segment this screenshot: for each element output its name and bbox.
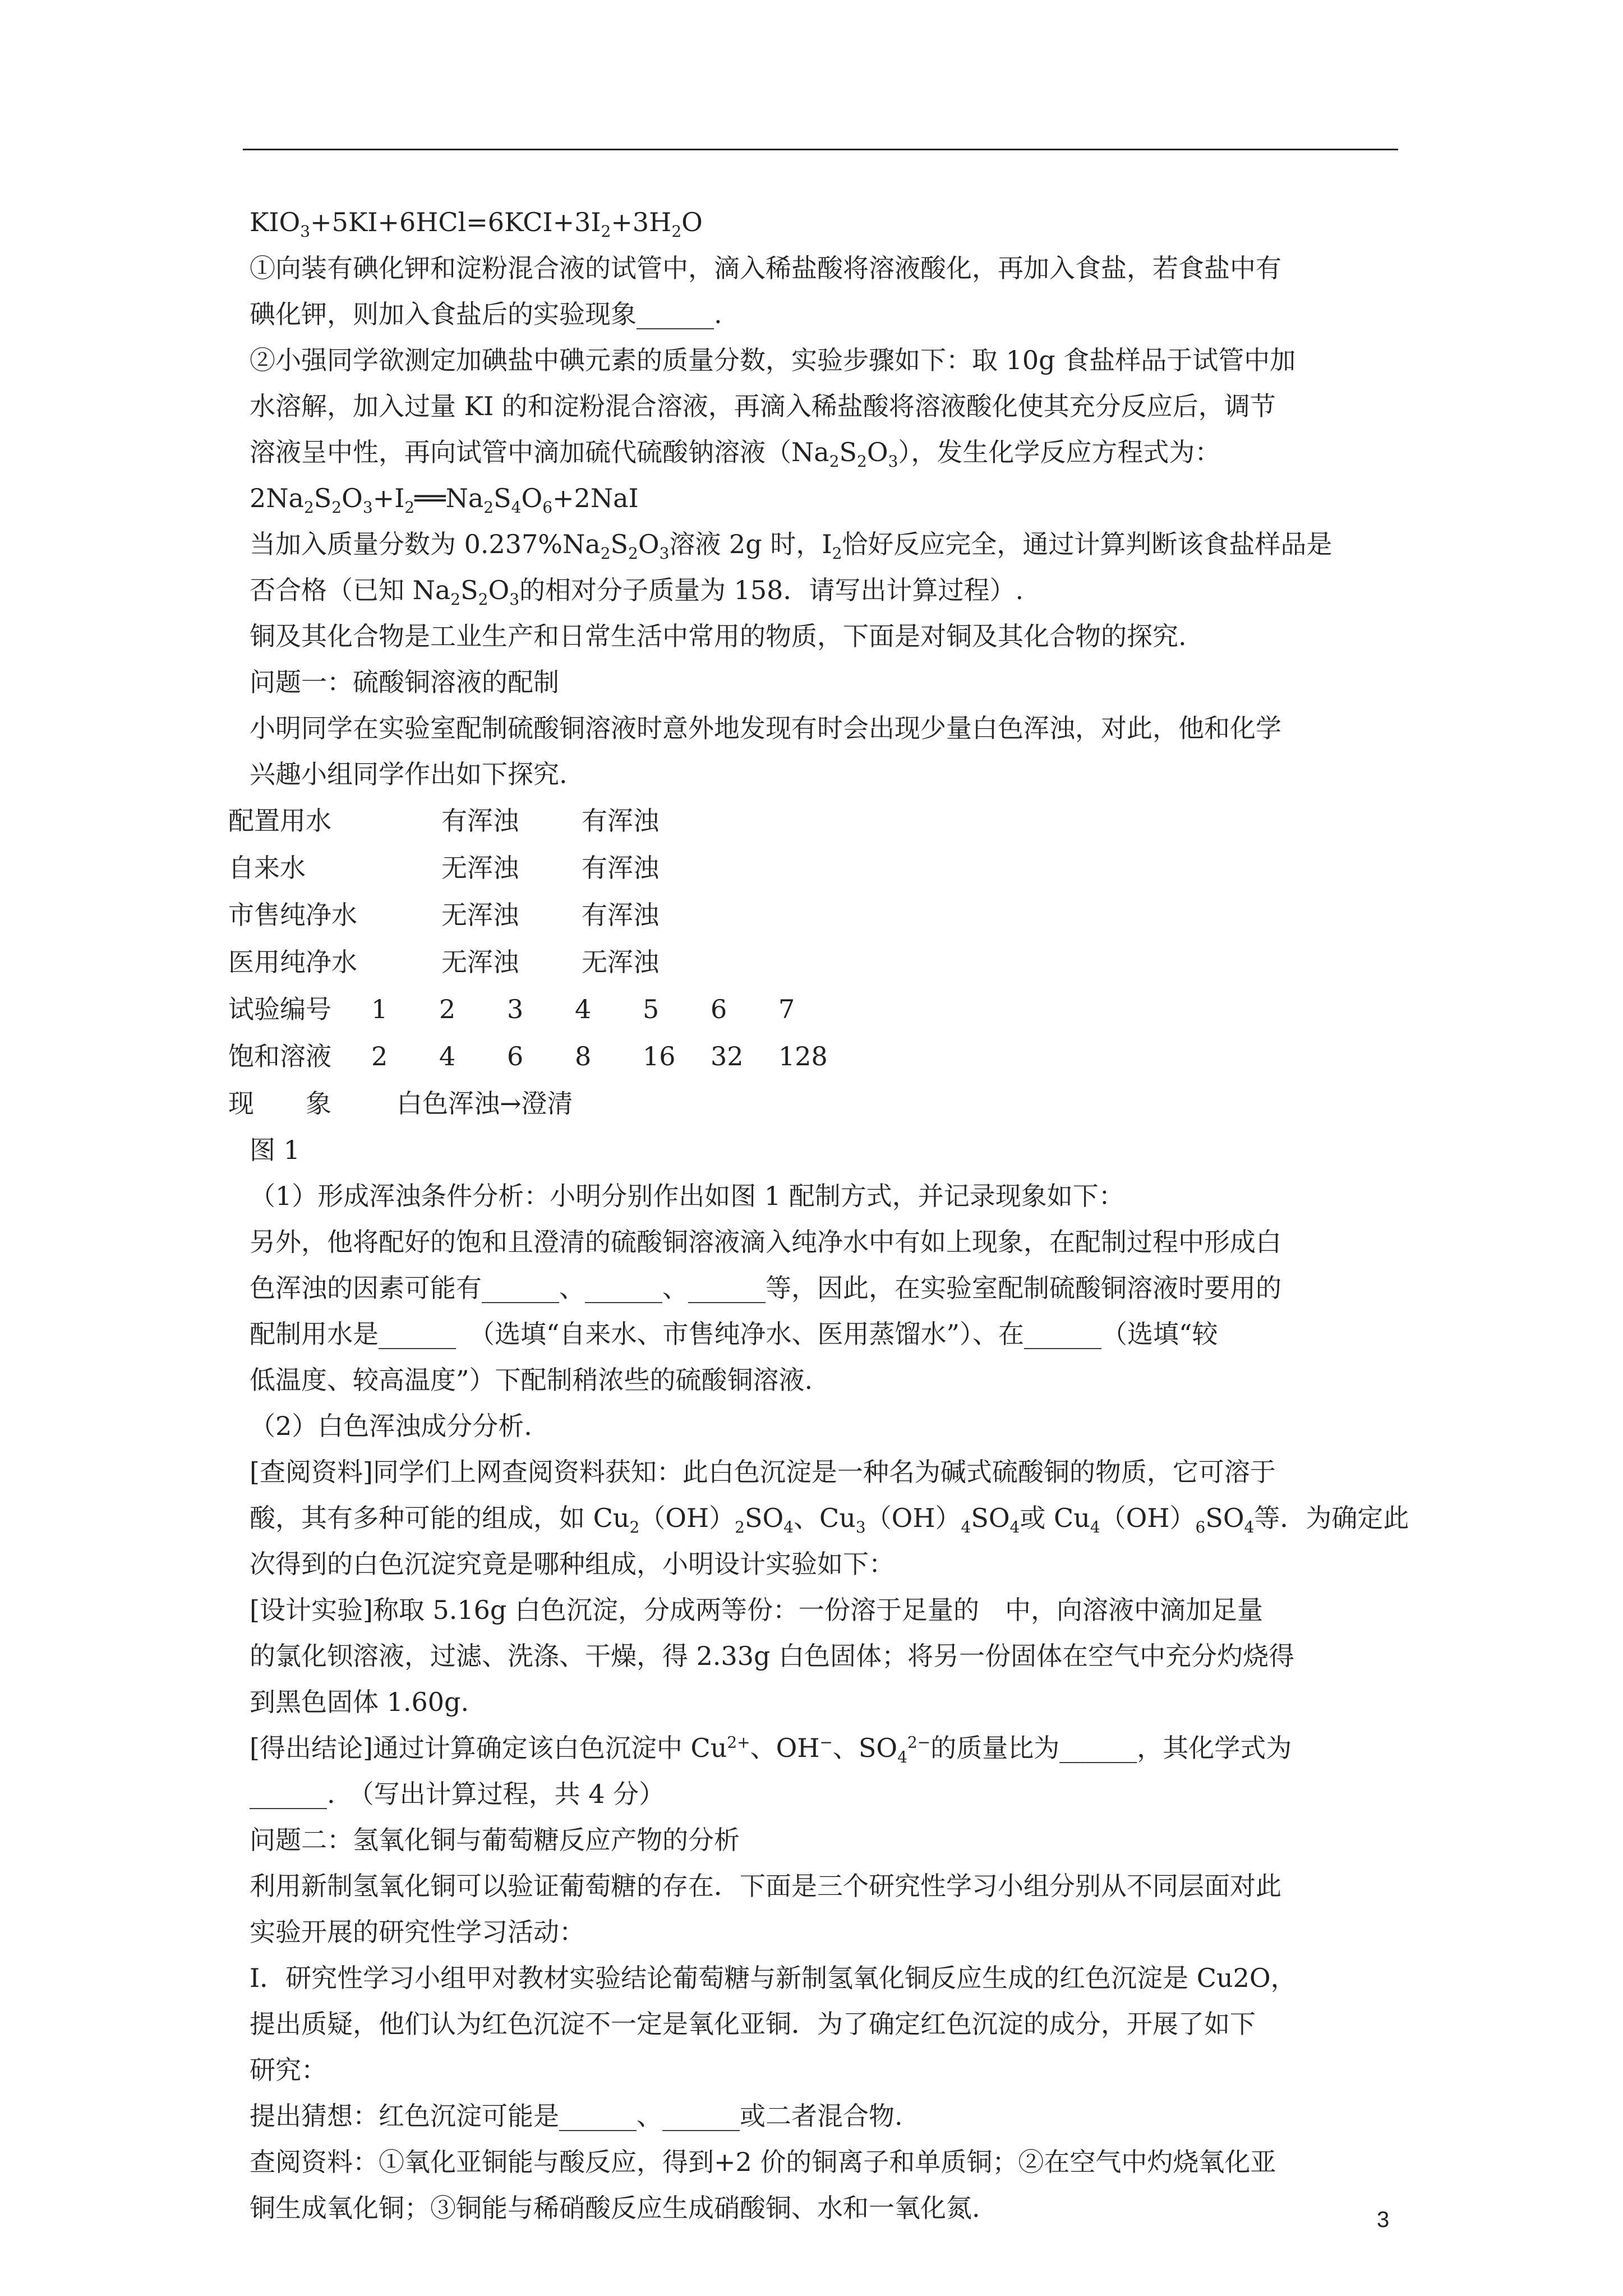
phenomenon-label: 现 象 — [228, 1088, 331, 1119]
table-row — [228, 797, 1384, 844]
text-run: [设计实验]称取 5.16g 白色沉淀，分成两等份：一份溶于足量的 中，向溶液中滴加足量 — [250, 1595, 1264, 1625]
text-line — [250, 521, 1405, 567]
text-run: ），发生化学反应方程式为： — [898, 437, 1221, 467]
text-run: ②小强同学欲测定加碘盐中碘元素的质量分数，实验步骤如下：取 10g 食盐样品于试管中加 — [250, 345, 1296, 375]
row-label: 饱和溶液 — [228, 1041, 331, 1071]
table-row — [228, 891, 1384, 938]
text-run: 提出质疑，他们认为红色沉淀不一定是氧化亚铜．为了确定红色沉淀的成分，开展了如下 — [250, 2009, 1256, 2039]
text-run: 2 — [829, 452, 840, 471]
text-line — [250, 291, 1405, 337]
text-run: 溶液呈中性，再向试管中滴加硫代硫酸钠溶液（Na — [250, 437, 829, 467]
water-table — [228, 797, 1405, 986]
text-run: 、OH — [750, 1733, 820, 1763]
text-run: [查阅资料]同学们上网查阅资料获知：此白色沉淀是一种名为碱式硫酸铜的物质，它可溶于 — [250, 1457, 1276, 1487]
text-line — [250, 1495, 1409, 1541]
table-cell: 无浑浊 — [441, 947, 519, 977]
text-line — [250, 245, 1405, 291]
text-line — [250, 659, 1405, 705]
text-run: 2 — [450, 590, 461, 609]
table-row — [228, 938, 1384, 986]
text-run: ══Na — [414, 483, 484, 513]
text-line — [250, 1679, 1405, 1725]
text-run: 到黑色固体 1.60g. — [250, 1687, 469, 1717]
text-run: S — [460, 575, 478, 605]
text-run: KIO — [250, 207, 301, 237]
text-run: 2Na — [250, 483, 304, 513]
text-run: 3 — [888, 452, 898, 471]
text-line — [250, 1265, 1405, 1311]
text-run: 2+ — [727, 1733, 750, 1752]
text-run: 2 — [600, 544, 611, 563]
header-rule — [243, 149, 1398, 150]
text-run: +I — [372, 483, 405, 513]
text-run: 2 — [483, 498, 494, 517]
table-cell: 有浑浊 — [582, 900, 659, 930]
table-cell: 4 — [575, 994, 592, 1024]
text-line — [250, 1587, 1405, 1633]
text-run: 2 — [601, 222, 611, 241]
table-cell: 2 — [371, 1041, 388, 1071]
text-line — [250, 2093, 1405, 2139]
text-run: O — [342, 483, 363, 513]
text-run: 研究： — [250, 2055, 327, 2085]
text-run: ①向装有碘化钾和淀粉混合液的试管中，滴入稀盐酸将溶液酸化，再加入食盐，若食盐中有 — [250, 253, 1281, 283]
text-run: 当加入质量分数为 0.237%Na — [250, 529, 601, 559]
row-label: 试验编号 — [228, 994, 331, 1024]
text-run: O — [638, 529, 660, 559]
text-run: 2− — [907, 1733, 931, 1752]
text-run: +5KI+6HCl=6KCI+3I — [310, 207, 601, 237]
text-run: 4 — [783, 1518, 794, 1537]
text-run: 利用新制氢氧化铜可以验证葡萄糖的存在．下面是三个研究性学习小组分别从不同层面对此 — [250, 1871, 1281, 1901]
text-line — [250, 429, 1405, 475]
table-cell: 有浑浊 — [582, 853, 659, 883]
text-line — [250, 1633, 1405, 1679]
text-run: 实验开展的研究性学习活动： — [250, 1917, 585, 1947]
text-run: 次得到的白色沉淀究竟是哪种组成，小明设计实验如下： — [250, 1549, 895, 1579]
text-run: 3 — [300, 222, 311, 241]
text-run: 另外，他将配好的饱和且澄清的硫酸铜溶液滴入纯净水中有如上现象，在配制过程中形成白 — [250, 1227, 1281, 1257]
text-run: 3 — [362, 498, 373, 517]
text-line — [250, 1725, 1405, 1771]
text-line — [250, 1771, 1405, 1817]
table-cell: 8 — [575, 1041, 592, 1071]
text-run: 、SO — [832, 1733, 898, 1763]
text-run: +3H — [611, 207, 672, 237]
text-run: 3 — [509, 590, 520, 609]
text-run: 的相对分子质量为 158．请写出计算过程）. — [519, 575, 1024, 605]
text-line — [250, 1219, 1405, 1265]
text-run: 碘化钾，则加入食盐后的实验现象______. — [250, 299, 722, 329]
text-line — [250, 337, 1405, 383]
table-cell: 自来水 — [228, 853, 306, 883]
text-run: （OH） — [865, 1503, 961, 1533]
text-line — [250, 383, 1405, 429]
text-run: +2NaI — [552, 483, 639, 513]
text-run: 3 — [659, 544, 670, 563]
text-run: 酸，其有多种可能的组成，如 Cu — [250, 1503, 630, 1533]
text-line — [250, 2001, 1405, 2047]
table-cell: 无浑浊 — [582, 947, 659, 977]
text-line — [250, 1357, 1405, 1403]
text-run: O — [521, 483, 543, 513]
table-row — [228, 844, 1384, 891]
figure-label: 图 1 — [250, 1135, 300, 1165]
page-number: 3 — [1377, 2207, 1390, 2232]
text-run: 4 — [897, 1748, 907, 1767]
text-run: 2 — [404, 498, 415, 517]
document-body — [228, 199, 1409, 2231]
text-run: O — [681, 207, 703, 237]
table-cell: 6 — [507, 1041, 524, 1071]
text-run: 溶液 2g 时，I — [669, 529, 832, 559]
text-run: 2 — [857, 452, 867, 471]
text-line — [250, 705, 1405, 751]
text-run: [得出结论]通过计算确定该白色沉淀中 Cu — [250, 1733, 727, 1763]
experiment-number-row — [228, 986, 1384, 1033]
table-cell: 2 — [439, 994, 456, 1024]
text-run: 6 — [1195, 1518, 1206, 1537]
table-cell: 医用纯净水 — [228, 947, 357, 977]
text-line — [250, 567, 1405, 613]
text-run: 或 Cu — [1020, 1503, 1090, 1533]
table-cell: 32 — [711, 1041, 744, 1071]
text-line — [250, 1909, 1405, 1955]
text-line — [250, 1817, 1405, 1863]
text-run: 铜及其化合物是工业生产和日常生活中常用的物质，下面是对铜及其化合物的探究. — [250, 621, 1187, 651]
text-run: 4 — [1090, 1518, 1100, 1537]
text-run: 恰好反应完全，通过计算判断该食盐样品是 — [842, 529, 1332, 559]
text-block-2 — [250, 1173, 1409, 2231]
text-line — [250, 199, 1405, 245]
text-run: 3 — [855, 1518, 866, 1537]
text-run: S — [839, 437, 857, 467]
text-run: 铜生成氧化铜；③铜能与稀硝酸反应生成硝酸铜、水和一氧化氮. — [250, 2193, 980, 2223]
table-cell: 3 — [507, 994, 524, 1024]
table-cell: 配置用水 — [228, 806, 331, 836]
text-run: （OH） — [639, 1503, 735, 1533]
text-run: 问题二：氢氧化铜与葡萄糖反应产物的分析 — [250, 1825, 740, 1855]
text-line — [250, 1449, 1405, 1495]
text-line — [250, 2185, 1405, 2231]
text-run: SO — [744, 1503, 784, 1533]
text-run: O — [866, 437, 888, 467]
text-run: ______. （写出计算过程，共 4 分） — [250, 1779, 665, 1809]
text-run: 色浑浊的因素可能有______、______、______等，因此，在实验室配制硫酸铜溶液时要用的 — [250, 1273, 1281, 1303]
text-run: 查阅资料：①氧化亚铜能与酸反应，得到+2 价的铜离子和单质铜；②在空气中灼烧氧化亚 — [250, 2147, 1276, 2177]
table-cell: 1 — [371, 994, 388, 1024]
text-line — [250, 751, 1405, 797]
text-run: 等．为确定此 — [1254, 1503, 1409, 1533]
table-cell: 5 — [643, 994, 660, 1024]
table-cell: 市售纯净水 — [228, 900, 357, 930]
text-run: 2 — [478, 590, 488, 609]
text-run: 的质量比为______，其化学式为 — [930, 1733, 1292, 1763]
phenomenon-value: 白色浑浊→澄清 — [396, 1088, 573, 1119]
text-run: （2）白色浑浊成分分析. — [250, 1411, 532, 1441]
text-run: 4 — [961, 1518, 971, 1537]
text-run: 2 — [628, 544, 638, 563]
text-run: S — [610, 529, 629, 559]
table-cell: 4 — [439, 1041, 456, 1071]
text-run: − — [819, 1733, 833, 1752]
table-cell: 128 — [778, 1041, 828, 1071]
text-line — [250, 2047, 1405, 2093]
text-line — [250, 1955, 1405, 2001]
text-run: 4 — [511, 498, 522, 517]
text-run: 低温度、较高温度”）下配制稍浓些的硫酸铜溶液. — [250, 1365, 813, 1395]
text-run: 提出猜想：红色沉淀可能是______、______或二者混合物. — [250, 2101, 903, 2131]
table-cell: 无浑浊 — [441, 853, 519, 883]
text-run: 配制用水是______ （选填“自来水、市售纯净水、医用蒸馏水”）、在______（选填“较 — [250, 1319, 1218, 1349]
text-run: 、Cu — [794, 1503, 856, 1533]
table-cell: 有浑浊 — [441, 806, 519, 836]
saturated-solution-row — [228, 1033, 1384, 1080]
text-run: 2 — [629, 1518, 640, 1537]
text-run: 2 — [331, 498, 342, 517]
text-line — [250, 1863, 1405, 1909]
table-cell: 7 — [778, 994, 795, 1024]
text-run: 兴趣小组同学作出如下探究. — [250, 759, 568, 789]
text-run: 2 — [303, 498, 314, 517]
text-block-1 — [250, 199, 1405, 797]
text-run: Ⅰ．研究性学习小组甲对教材实验结论葡萄糖与新制氢氧化铜反应生成的红色沉淀是 Cu2O， — [250, 1963, 1297, 1993]
text-run: 水溶解，加入过量 KI 的和淀粉混合溶液，再滴入稀盐酸将溶液酸化使其充分反应后，调节 — [250, 391, 1276, 421]
text-line — [250, 475, 1405, 521]
phenomenon-row — [228, 1080, 1384, 1127]
text-line — [250, 2139, 1405, 2185]
text-line — [250, 1403, 1405, 1449]
text-line — [250, 613, 1405, 659]
table-cell: 有浑浊 — [582, 806, 659, 836]
text-run: O — [488, 575, 510, 605]
table-cell: 6 — [711, 994, 727, 1024]
text-run: SO — [1205, 1503, 1244, 1533]
text-run: 6 — [542, 498, 553, 517]
text-run: 4 — [1244, 1518, 1255, 1537]
text-run: （1）形成浑浊条件分析：小明分别作出如图 1 配制方式，并记录现象如下： — [250, 1181, 1124, 1211]
text-line — [250, 1173, 1405, 1219]
text-run: S — [494, 483, 511, 513]
table-cell: 16 — [643, 1041, 676, 1071]
text-run: 的氯化钡溶液，过滤、洗涤、干燥，得 2.33g 白色固体；将另一份固体在空气中充分灼烧得 — [250, 1641, 1295, 1671]
text-run: 4 — [1009, 1518, 1020, 1537]
table-cell: 无浑浊 — [441, 900, 519, 930]
text-run: 否合格（已知 Na — [250, 575, 451, 605]
text-line — [250, 1541, 1405, 1587]
text-run: 2 — [735, 1518, 745, 1537]
text-line — [250, 1311, 1405, 1357]
text-run: 2 — [832, 544, 842, 563]
text-run: 问题一：硫酸铜溶液的配制 — [250, 667, 559, 697]
text-run: 2 — [671, 222, 682, 241]
text-run: SO — [971, 1503, 1010, 1533]
text-run: （OH） — [1100, 1503, 1196, 1533]
text-run: S — [313, 483, 332, 513]
text-run: 小明同学在实验室配制硫酸铜溶液时意外地发现有时会出现少量白色浑浊，对此，他和化学 — [250, 713, 1281, 743]
